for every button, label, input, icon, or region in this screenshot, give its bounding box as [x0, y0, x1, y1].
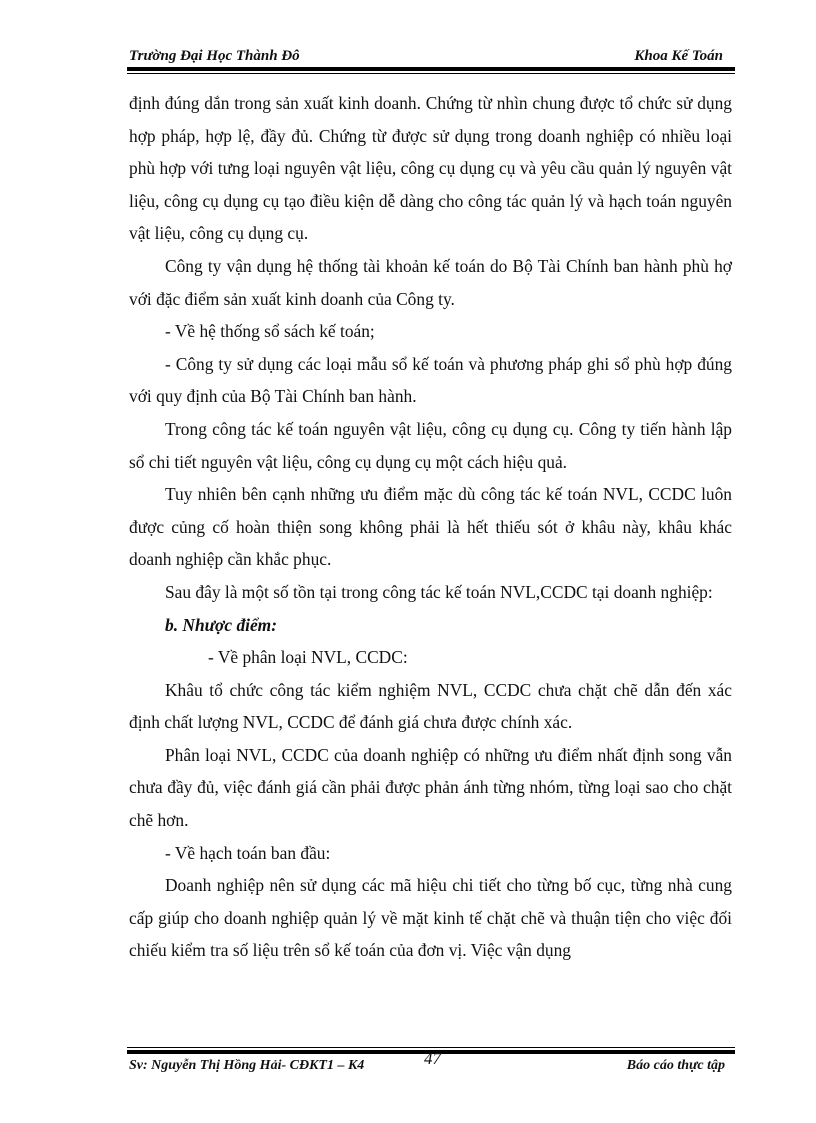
header-school-name: Trường Đại Học Thành Đô [129, 48, 300, 64]
paragraph-12: Doanh nghiệp nên sử dụng các mã hiệu chi tiết cho từng bố cục, từng nhà cung cấp giúp cho doanh nghiệp quản lý về mặt kinh tế chặt chẽ và thuận tiện cho việc đối chiếu kiểm tra số liệu trên sổ kế toán của đơn vị. Việc vận dụng [129, 875, 732, 961]
section-heading: b. Nhược điểm: [165, 614, 278, 635]
paragraph-4: - Công ty sử dụng các loại mẫu sổ kế toán và phương pháp ghi sổ phù hợp đúng với quy định của Bộ Tài Chính ban hành. [129, 353, 732, 407]
header-rule-thin [127, 73, 735, 74]
header-faculty-name: Khoa Kế Toán [634, 48, 723, 64]
paragraph-10: Phân loại NVL, CCDC của doanh nghiệp có những ưu điểm nhất định song vẫn chưa đầy đủ, việc đánh giá cần phải được phản ánh từng nhóm, từng loại sao cho chặt chẽ hơn. [129, 744, 732, 831]
paragraph-11: - Về hạch toán ban đầu: [165, 842, 331, 863]
page-body [129, 87, 732, 967]
footer-rule-thin [127, 1047, 735, 1048]
paragraph-3: - Về hệ thống sổ sách kế toán; [165, 321, 375, 342]
paragraph-9: Khâu tổ chức công tác kiểm nghiệm NVL, CCDC chưa chặt chẽ dẫn đến xác định chất lượng NVL, CCDC để đánh giá chưa được chính xác. [129, 679, 732, 733]
paragraph-1: định đúng dắn trong sản xuất kinh doanh. Chứng từ nhìn chung được tổ chức sử dụng hợp pháp, hợp lệ, đầy đủ. Chứng từ được sử dụng trong doanh nghiệp có nhiều loại phù hợp với tưng loại nguyên vật liệu, công cụ dụng cụ và yêu cầu quản lý nguyên vật liệu, công cụ dụng cụ tạo điều kiện dễ dàng cho công tác quản lý và hạch toán nguyên vật liệu, công cụ dụng cụ. [129, 93, 732, 244]
paragraph-7: Sau đây là một số tồn tại trong công tác kế toán NVL,CCDC tại doanh nghiệp: [165, 581, 713, 602]
paragraph-5: Trong công tác kế toán nguyên vật liệu, công cụ dụng cụ. Công ty tiến hành lập sổ chi tiết nguyên vật liệu, công cụ dụng cụ một cách hiệu quả. [129, 418, 732, 472]
header-rule-thick [127, 67, 735, 71]
footer-student-name: Sv: Nguyễn Thị Hồng Hải- CĐKT1 – K4 [129, 1058, 365, 1073]
paragraph-2: Công ty vận dụng hệ thống tài khoản kế toán do Bộ Tài Chính ban hành phù hợ với đặc điểm sản xuất kinh doanh của Công ty. [129, 255, 732, 309]
page-number: 47 [424, 1049, 441, 1068]
paragraph-6: Tuy nhiên bên cạnh những ưu điểm mặc dù công tác kế toán NVL, CCDC luôn được củng cố hoàn thiện song không phải là hết thiếu sót ở khâu này, khâu khác doanh nghiệp cần khắc phục. [129, 484, 732, 570]
footer-report-title: Báo cáo thực tập [626, 1058, 725, 1073]
paragraph-8: - Về phân loại NVL, CCDC: [208, 647, 408, 668]
page-header [127, 48, 733, 68]
